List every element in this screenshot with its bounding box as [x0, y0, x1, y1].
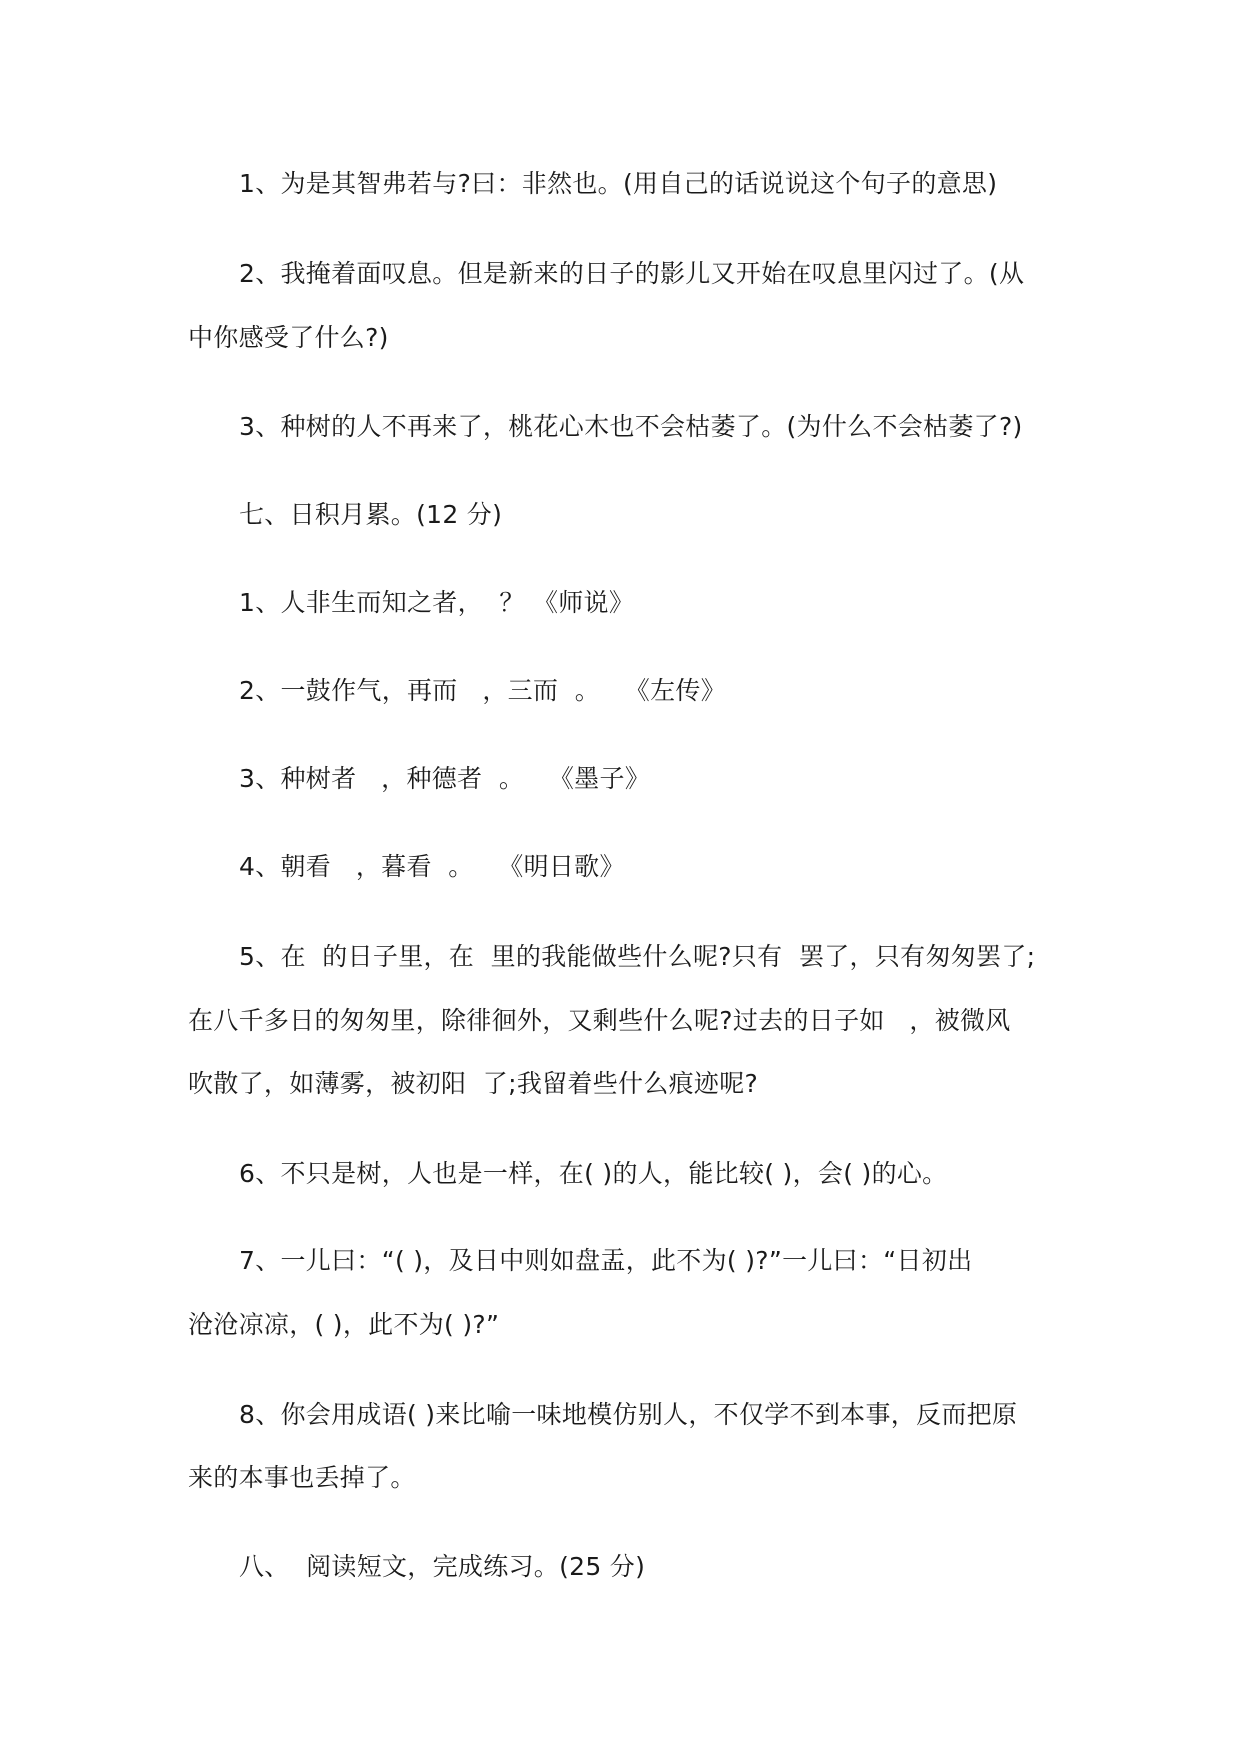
fill-in-item: 1、人非生而知之者， ？ 《师说》: [239, 588, 635, 617]
section-heading: 八、 阅读短文，完成练习。(25 分): [239, 1552, 646, 1581]
question-line: 3、种树的人不再来了，桃花心木也不会枯萎了。(为什么不会枯萎了?): [239, 412, 1023, 441]
question-line: 中你感受了什么?): [188, 323, 389, 352]
fill-in-item: 8、你会用成语( )来比喻一味地模仿别人，不仅学不到本事，反而把原: [239, 1400, 1018, 1429]
fill-in-item: 3、种树者 ，种德者 。 《墨子》: [239, 764, 651, 793]
fill-in-item: 5、在 的日子里，在 里的我能做些什么呢?只有 罢了，只有匆匆罢了;: [239, 942, 1036, 971]
fill-in-item: 沧沧凉凉，( )，此不为( )?”: [188, 1310, 500, 1339]
fill-in-item: 在八千多日的匆匆里，除徘徊外，又剩些什么呢?过去的日子如 ，被微风: [188, 1006, 1011, 1035]
question-line: 2、我掩着面叹息。但是新来的日子的影儿又开始在叹息里闪过了。(从: [239, 259, 1025, 288]
fill-in-item: 7、一儿曰：“( )，及日中则如盘盂，此不为( )?”一儿曰：“日初出: [239, 1246, 973, 1275]
question-line: 1、为是其智弗若与?曰：非然也。(用自己的话说说这个句子的意思): [239, 169, 998, 198]
section-heading: 七、日积月累。(12 分): [239, 500, 503, 529]
fill-in-item: 2、一鼓作气，再而 ，三而 。 《左传》: [239, 676, 726, 705]
fill-in-item: 4、朝看 ，暮看 。 《明日歌》: [239, 852, 625, 881]
fill-in-item: 来的本事也丢掉了。: [188, 1463, 416, 1492]
fill-in-item: 6、不只是树，人也是一样，在( )的人，能比较( )，会( )的心。: [239, 1159, 948, 1188]
fill-in-item: 吹散了，如薄雾，被初阳 了;我留着些什么痕迹呢?: [188, 1069, 759, 1098]
